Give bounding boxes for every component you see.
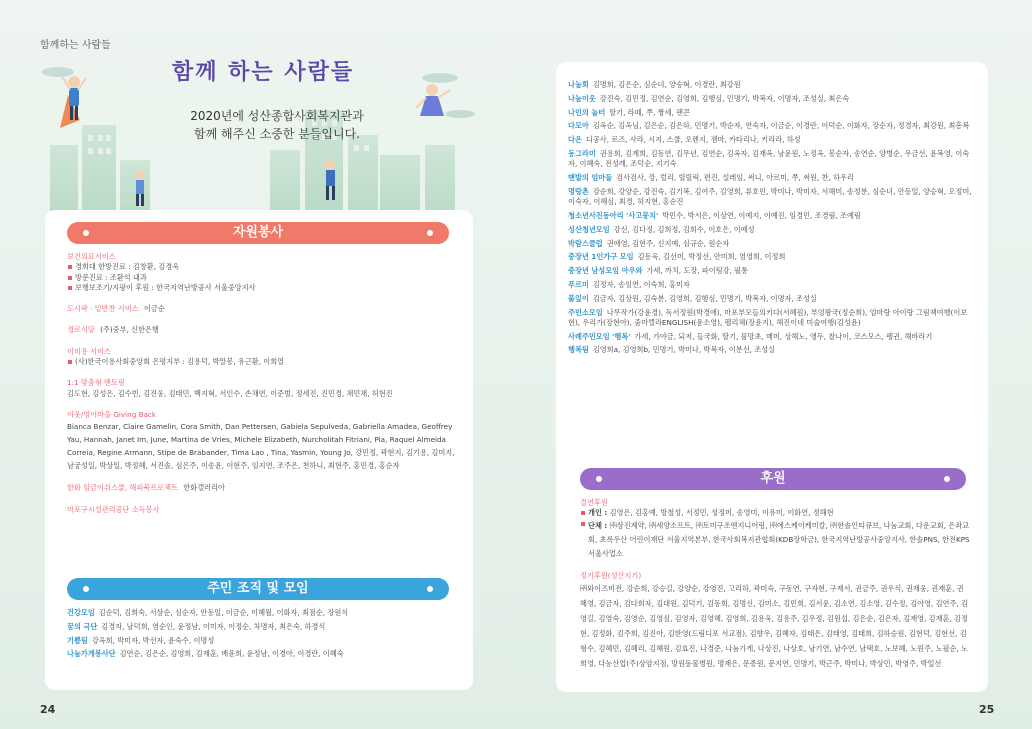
- page-number-left: 24: [40, 703, 56, 716]
- resident-row: [67, 649, 457, 659]
- individual-donors: [580, 508, 970, 518]
- group-members: 검사검사, 깡, 럴리, 릴릴릭, 편진, 설레임, 써니, 아르미, 쭈, 써원, 찬, 하우리: [616, 173, 854, 183]
- hanwha-row: [67, 483, 457, 493]
- resident-row: [67, 622, 457, 632]
- group-row: [568, 94, 978, 104]
- group-row: [568, 149, 978, 170]
- group-name: 박람스클럽: [568, 238, 603, 248]
- mentor-category: 1:1 맞춤형 멘토링: [67, 378, 125, 388]
- group-name: 행복팀: [568, 345, 589, 355]
- group-row: [568, 308, 978, 329]
- group-members: 김금자, 김상원, 김숙분, 김영희, 김행심, 민명기, 박복자, 이명자, 조성실: [592, 293, 817, 303]
- senior-category: 경로식당: [67, 325, 95, 335]
- group-row: [568, 121, 978, 131]
- resident-row: [67, 636, 457, 646]
- donation-category: 결연후원: [580, 498, 608, 507]
- group-members: 강신, 김다정, 김희정, 김희수, 이호은, 이예성: [613, 224, 755, 234]
- resident-heading: 주민 조직 및 모임: [207, 581, 309, 596]
- group-row: [568, 266, 978, 276]
- group-row: [568, 225, 978, 235]
- group-row: [568, 252, 978, 262]
- group-name: 성산청년모임: [568, 224, 610, 234]
- resident-content: [67, 608, 457, 663]
- group-members: 딸기, 라떼, 쭈, 짱세, 팬콘: [609, 107, 690, 117]
- group-row: [568, 173, 978, 183]
- group-row: [568, 294, 978, 304]
- group-row: [568, 280, 978, 290]
- group-members: 박민수, 박서은, 이상연, 이예지, 이예진, 임경민, 조경림, 조예림: [662, 210, 861, 220]
- group-name: 다온: [568, 135, 582, 145]
- group-list: [568, 80, 978, 359]
- lunch-name: 이금순: [143, 304, 165, 314]
- haircut-category: 이미용 서비스: [67, 346, 111, 356]
- running-header: 함께하는 사람들: [40, 40, 111, 51]
- lunch-row: [67, 304, 457, 314]
- senior-row: [67, 325, 457, 335]
- left-card: [45, 210, 473, 690]
- resident-members: 강옥희, 박미자, 박선자, 윤숙수, 이명성: [91, 635, 215, 645]
- individual-names: 김영은, 김홍예, 방철성, 서정민, 성정미, 송영미, 이유미, 이화연, 정해현: [609, 508, 834, 518]
- health-category: 보건의료서비스: [67, 252, 116, 261]
- health-item: 보행보조기/지팡이 후원 : 한국지역난방공사 서울중앙지사: [67, 283, 457, 293]
- group-name: 중장년 1인가구 모임: [568, 252, 634, 262]
- group-names: ㈜삼진제약, ㈜세양소프트, ㈜토미구조엔지니어링, ㈜에스케이케미칼, ㈜한솔인티큐브, 나눔교회, 다운교회, 은좌교회, 초록우산 어린이재단 서울지역본부, 한국사회복지관협회(KDB장학금), 한국지역난방공사중앙지사, 한솔PNS, 한전KPS서울사업소: [588, 520, 970, 558]
- group-name: 주민소모임: [568, 307, 603, 317]
- resident-group-name: 나눔가게봉사단: [67, 649, 116, 659]
- bullet-dot-icon: [427, 230, 433, 236]
- group-row: [568, 80, 978, 90]
- group-name: 다모아: [568, 121, 589, 131]
- group-name: 중장년 남성모임 아우와: [568, 266, 643, 276]
- group-members: 김동욱, 김선미, 박정선, 안미희, 염영희, 이정희: [637, 252, 786, 262]
- giving-names: Bianca Benzar, Claire Gamelin, Cora Smith, Dan Pettersen, Gabiela Sepulveda, Gabriella Amadea, Geoffrey Yau, Hannah, Janet Im, June, Martina de Vries, Michele Elizabeth, Nurcholitah Fitriani, Pia, Raquel Almeida Correia, Regine Armann, Stipe de Brabander, Tima Lao , Tina, Yasmin, Young Jo, 강민정, 곽현지, 김기용, 김미지, 남궁성일, 박상일, 박정혜, 서진솔, 심은주, 이송윤, 이현주, 임지연, 조주은, 천하니, 최현주, 홍민경, 홍순자: [67, 422, 455, 471]
- volunteer-heading: 자원봉사: [232, 225, 284, 240]
- group-row: [568, 332, 978, 342]
- resident-group-name: 꿈의 극단: [67, 621, 98, 631]
- giving-category: 이웃/영어마을 Giving Back: [67, 409, 157, 419]
- group-donors: [580, 519, 970, 561]
- resident-members: 김연순, 김은순, 김영희, 김재훈, 배윤희, 윤정남, 이경아, 이경란, 이혜숙: [119, 649, 344, 659]
- group-name: 나눔이웃: [568, 93, 596, 103]
- group-members: 김명희, 김은순, 심순녀, 양승혁, 이경란, 최강원: [592, 80, 741, 89]
- support-section-bar: [580, 468, 966, 490]
- resident-group-name: 건강모임: [67, 608, 95, 617]
- hanwha-name: 한화갤러리아: [183, 483, 225, 493]
- group-name: 나눔회: [568, 80, 589, 89]
- support-heading: 후원: [760, 471, 786, 486]
- regular-names: ㈜와이즈비전, 강순희, 강승길, 강양순, 강영진, 고리하, 곽미숙, 구동연, 구자현, 구재서, 권금주, 권우식, 권재웅, 권재훈, 권혜영, 김금자, 김다희자, 김대원, 김덕기, 김동희, 김명신, 김미소, 김민희, 김서윤, 김소연, 김소영, 김수정, 김아영, 김연주, 김영길, 김영숙, 김영순, 김영심, 김영자, 김영혜, 김영희, 김용욱, 김용주, 김우정, 김원섭, 김은순, 김은자, 김재영, 김재훈, 김정현, 김정화, 김주희, 김진아, 김한영(드림디포 서교점), 김향우, 김혜자, 김태은, 김태영, 김태희, 김하승원, 김현덕, 김현선, 김형수, 김혜민, 김혜리, 김혜원, 김효진, 나경준, 나눔가게, 나상진, 나상호, 남기연, 남수연, 남택호, 노보혜, 노원주, 노필순, 노희영, 다농산업(주)상암지점, 망원동물병원, 명재은, 문종원, 문지연, 민명기, 박근주, 박미나, 박상민, 박영주, 박일선: [580, 583, 968, 668]
- support-content: [580, 498, 970, 671]
- resident-group-name: 기쁨팀: [67, 635, 88, 645]
- group-members: 가세, 가야금, 되저, 들국화, 딸기, 물망초, 매미, 상해노, 앵두, 찰나이, 코스모스, 펭귄, 해바라기: [634, 331, 933, 341]
- group-name: 푸르미: [568, 279, 589, 289]
- group-members: 권애영, 김현주, 신지예, 심규순, 원순자: [606, 238, 730, 248]
- group-members: 강진숙, 김민정, 김연순, 김영희, 김행심, 민명기, 박복자, 이명자, 조성실, 최은숙: [599, 93, 850, 103]
- volunteer-content: [67, 252, 457, 515]
- group-name: 맨발의 엄마들: [568, 173, 613, 183]
- mapo-category: 마포구시설관리공단 소독봉사: [67, 504, 160, 514]
- group-row: [568, 108, 978, 118]
- page-number-right: 25: [979, 703, 995, 716]
- bullet-dot-icon: [944, 476, 950, 482]
- senior-name: (주)중부, 신한은행: [100, 325, 159, 335]
- group-name: 명랑촌: [568, 186, 589, 196]
- bullet-dot-icon: [427, 586, 433, 592]
- group-members: 권용희, 김계희, 김동연, 김무년, 김연순, 김옥자, 김재옥, 남윤원, 노정옥, 봉순자, 송연순, 양병순, 우금선, 윤복영, 이숙자, 이혜숙, 전성례, 조덕순, 지기숙: [568, 148, 970, 169]
- group-members: 강순희, 강양순, 강진숙, 김기복, 김여주, 김영희, 류호민, 박미나, 박미자, 서해미, 송정분, 심순녀, 안동일, 양승혁, 오정미, 이숙자, 이혜심, 최경, 허지현, 홍순진: [568, 186, 972, 207]
- regular-category: 정기후원(성산지기): [580, 570, 642, 580]
- group-members: 나무작가(강윤경), 독서정원(박경애), 마포부모들의키다(서혜원), 부엉왕국(정순희), 엄마랑 아이랑 그림책여행(이보현), 우리가(장현아), 줌마렐라ENGLISH(윤소영), 펠리체(장윤지), 해진이네 미술여행(김성윤): [568, 307, 968, 327]
- health-item: 방문진료 : 조환석 내과: [67, 273, 457, 283]
- hanwha-category: 한화 임금이쉬스쿨, 해피북프로젝트: [67, 483, 179, 493]
- group-name: 나민의 놀터: [568, 107, 606, 117]
- bullet-dot-icon: [83, 230, 89, 236]
- group-row: [568, 211, 978, 221]
- group-row: [568, 187, 978, 208]
- group-row: [568, 135, 978, 145]
- group-row: [568, 345, 978, 355]
- hero-subtitle-line2: 함께 해주신 소중한 분들입니다.: [194, 127, 360, 141]
- group-name: 풀잎이: [568, 293, 589, 303]
- group-name: 동그라미: [568, 148, 596, 158]
- resident-members: 김순덕, 김희숙, 서삼순, 심순자, 안동일, 이금순, 이혜월, 이화자, 최점순, 장원식: [98, 608, 349, 617]
- group-label: 단체 :: [588, 520, 608, 530]
- group-members: 가세, 까치, 도장, 파이팅강, 필통: [646, 266, 749, 276]
- mentor-names: 김도현, 김성은, 김수빈, 김진웅, 김태민, 백지혁, 서인수, 손채연, 이준범, 정세진, 진민경, 채민채, 허현진: [67, 388, 393, 398]
- group-name: 사례주민모임 '행복': [568, 331, 631, 341]
- resident-section-bar: [67, 578, 449, 600]
- hero-subtitle-line1: 2020년에 성산종합사회복지관과: [190, 109, 364, 123]
- group-members: 김옥순, 김옥님, 김은순, 김은하, 민명기, 박순자, 연숙자, 이금순, 이경란, 이덕순, 이화자, 장순자, 정경자, 최강원, 최흥복: [592, 121, 970, 131]
- right-card: [556, 62, 988, 692]
- hero-subtitle: [172, 107, 382, 143]
- resident-members: 김경자, 남덕희, 염순인, 윤정남, 이미자, 이정순, 차명자, 최은숙, 하경식: [101, 621, 326, 631]
- resident-row: [67, 608, 457, 618]
- hero-title: 함께 하는 사람들: [172, 60, 355, 85]
- haircut-item: (사)한국이용사회중앙회 은평지부 : 김용덕, 박말봉, 유근환, 이희열: [67, 357, 457, 367]
- bullet-dot-icon: [596, 476, 602, 482]
- group-members: 김정자, 송임연, 이숙희, 홍미자: [592, 279, 690, 289]
- health-item: 경희대 한방진료 : 김창환, 김경욱: [67, 262, 457, 272]
- individual-label: 개인 :: [588, 508, 608, 518]
- group-name: 청소년사진동아리 '사고뭉치': [568, 210, 659, 220]
- volunteer-section-bar: [67, 222, 449, 244]
- group-members: 디공사, 로즈, 사라, 시지, 스쿨, 오렌지, 젬마, 카타리나, 키라라, 하성: [585, 135, 801, 145]
- group-members: 김영희a, 김영희b, 민명기, 박미나, 박복자, 이분선, 조성실: [592, 345, 776, 355]
- bullet-dot-icon: [83, 586, 89, 592]
- lunch-category: 도시락 · 밑반찬 서비스: [67, 304, 139, 314]
- group-row: [568, 239, 978, 249]
